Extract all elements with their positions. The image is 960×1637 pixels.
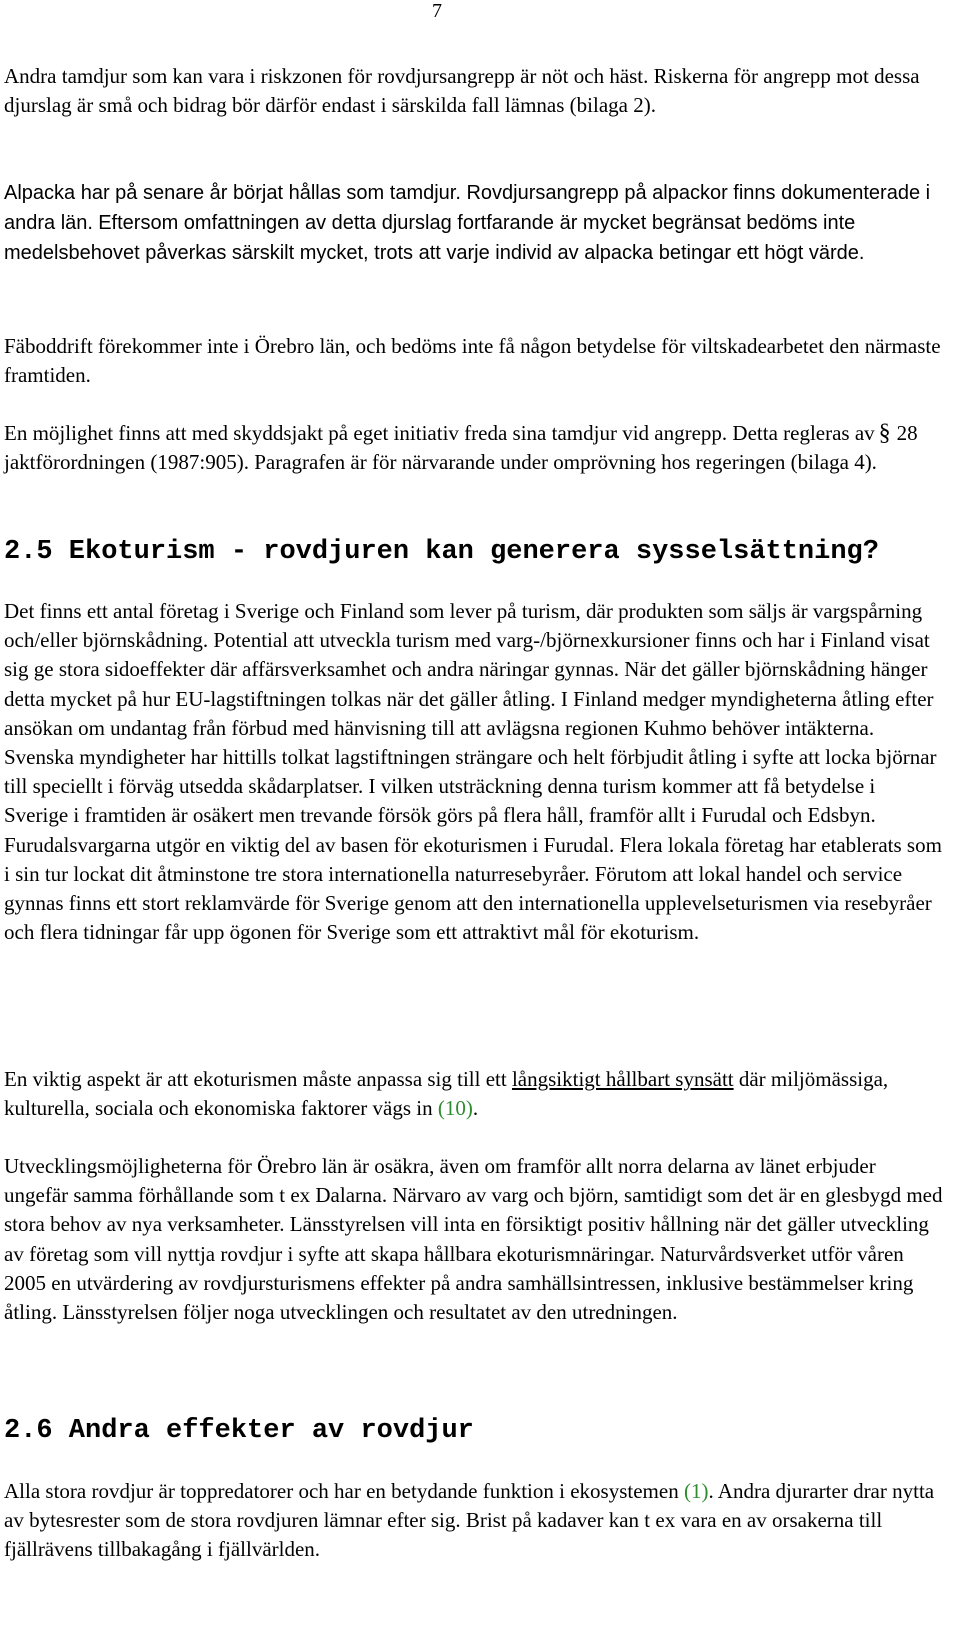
- paragraph-ecotourism: Det finns ett antal företag i Sverige och Finland som lever på turism, där produkten som säljs är vargspårning och/eller björnskådning. Potential att utveckla turism med varg-/björnexkursioner finns och har i Finland visat sig ge stora sidoeffekter där affärsverksamhet och andra näringar gynnas. När det gäller björnskådning hänger detta mycket på hur EU-lagstiftningen tolkas när det gäller åtling. I Finland medger myndigheterna åtling efter ansökan om undantag från förbud med hänvisning till att avlägsna regionen Kuhmo behöver intäkterna. Svenska myndigheter har hittills tolkat lagstiftningen strängare och helt förbjudit åtling i syfte att locka björnar till speciellt i förväg utsedda skådarplatser. I vilken utsträckning denna turism kommer att få betydelse i Sverige i framtiden är osäkert men trevande försök görs på flera håll, framför allt i Furudal och Edsbyn. Furudalsvargarna utgör en viktig del av basen för ekoturismen i Furudal. Flera lokala företag har etablerats som i sin tur lockat dit åtminstone tre stora internationella naturresebyråer. Förutom att lokal handel och service gynnas finns ett stort reklamvärde för Sverige genom att den internationella upplevelseturismen via resebyråer och flera tidningar får upp ögonen för Sverige som ett attraktivt mål för ekoturism.: [4, 599, 942, 945]
- sustainable-perspective-link[interactable]: långsiktigt hållbart synsätt: [511, 1067, 734, 1091]
- paragraph-protective-hunting: [4, 419, 944, 477]
- sustainability-text-end: där miljömässiga, kulturella, sociala och ekonomiska faktorer vägs in: [4, 1067, 889, 1121]
- protective-hunting-reference: 28 jaktförordningen (1987:905). Paragrafen är för närvarande under omprövning hos regeringen (bilaga 4).: [4, 421, 918, 475]
- paragraph-predators-ecosystem: [4, 1477, 944, 1565]
- reference-10-link[interactable]: (10): [437, 1096, 473, 1121]
- page-number: 7: [432, 0, 442, 22]
- paragraph-alpaca-intro: Alpacka har på senare år börjat hållas som tamdjur. Rovdjursangrepp på alpackor finns dokumenterade i andra län.: [4, 182, 931, 235]
- predators-text-start: Alla stora rovdjur är toppredatorer och har en betydande funktion i ekosystemen: [4, 1479, 679, 1503]
- section-heading-2-5: 2.5 Ekoturism - rovdjuren kan generera sysselsättning?: [4, 537, 879, 567]
- paragraph-alpaca-assessment: Eftersom omfattningen av detta djurslag fortfarande är mycket begränsat bedöms inte medelsbehovet påverkas särskilt mycket, trots att varje individ av alpacka betingar ett högt värde.: [4, 212, 865, 265]
- paragraph-other-livestock: Andra tamdjur som kan vara i riskzonen för rovdjursangrepp är nöt och häst. Riskerna för angrepp mot dessa djurslag är små och bidrag bör därför endast i särskilda fall lämnas (bilaga 2).: [4, 64, 920, 118]
- reference-1-link[interactable]: (1): [683, 1479, 709, 1503]
- sustainability-text-start: En viktig aspekt är att ekoturismen måste anpassa sig till ett: [4, 1067, 507, 1091]
- paragraph-sustainability: [4, 1065, 944, 1123]
- paragraph-development-opportunities: Utvecklingsmöjligheterna för Örebro län är osäkra, även om framför allt norra delarna av länet erbjuder ungefär samma förhållande som t ex Dalarna. Närvaro av varg och björn, samtidigt som det är en glesbygd med stora behov av nya verksamheter. Länsstyrelsen vill inta en försiktigt positiv hållning när det gäller utveckling av företag som vill nyttja rovdjur i syfte att skapa hållbara ekoturismnäringar. Naturvårdsverket utför våren 2005 en utvärdering av rovdjursturismens effekter på andra samhällsintressen, inklusive bestämmelser kring åtling. Länsstyrelsen följer noga utvecklingen och resultatet av den utredningen.: [4, 1154, 943, 1325]
- paragraph-fabod: Fäboddrift förekommer inte i Örebro län, och bedöms inte få någon betydelse för viltskadearbetet den närmaste framtiden.: [4, 334, 941, 388]
- predators-text-end: . Andra djurarter drar nytta av bytesrester som de stora rovdjuren lämnar efter sig. Brist på kadaver kan t ex vara en av orsakerna till fjällrävens tillbakagång i fjällvärlden.: [4, 1479, 935, 1562]
- protective-hunting-text: En möjlighet finns att med skyddsjakt på eget initiativ freda sina tamdjur vid angrepp. Detta regleras av: [4, 421, 875, 445]
- sustainability-period: .: [472, 1096, 479, 1121]
- section-sign: §: [878, 420, 891, 446]
- section-heading-2-6: 2.6 Andra effekter av rovdjur: [4, 1416, 474, 1446]
- paragraph-alpaca: [4, 178, 944, 269]
